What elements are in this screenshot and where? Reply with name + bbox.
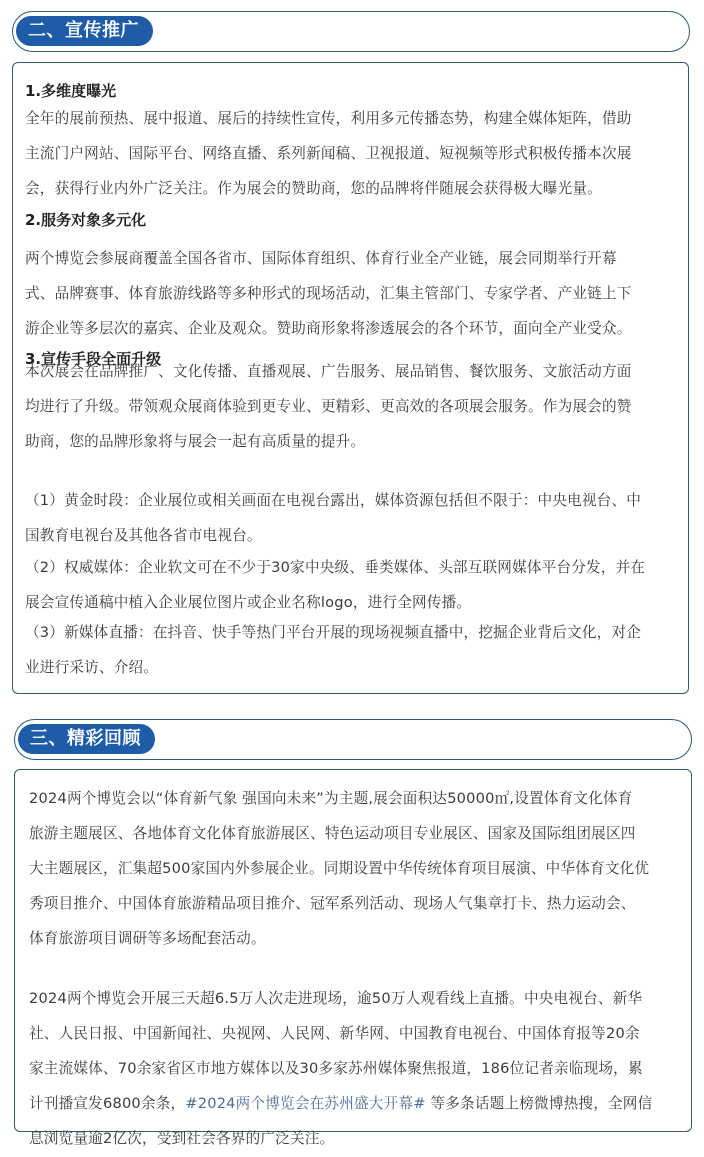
promotion-content-box xyxy=(12,62,689,694)
text-line: 全年的展前预热、展中报道、展后的持续性宣传，利用多元传播态势，构建全媒体矩阵，借助 xyxy=(25,110,632,127)
section-header-promotion xyxy=(12,11,690,52)
section-header-review xyxy=(14,719,692,760)
text-segment: 等多条话题上榜微博热搜，全网信 xyxy=(425,1095,653,1112)
text-line: 2024两个博览会以“体育新气象 强国向未来”为主题,展会面积达50000㎡,设置体育文化体育 xyxy=(29,790,633,807)
text-line-with-hashtag xyxy=(29,1086,683,1121)
text-line: 主流门户网站、国际平台、网络直播、系列新闻稿、卫视报道、短视频等形式积极传播本次展 xyxy=(25,145,632,162)
text-line: 社、人民日报、中国新闻社、央视网、人民网、新华网、中国教育电视台、中国体育报等20余 xyxy=(29,1025,640,1042)
text-line: 体育旅游项目调研等多场配套活动。 xyxy=(29,930,266,947)
heading-multi-dimension-exposure: 1.多维度曝光 xyxy=(25,82,117,100)
review-content-box xyxy=(14,769,692,1147)
text-segment: 计刊播宣发6800余条， xyxy=(29,1095,186,1112)
text-line: 本次展会在品牌推广、文化传播、直播观展、广告服务、展品销售、餐饮服务、文旅活动方面 xyxy=(25,363,632,380)
hashtag-link[interactable]: #2024两个博览会在苏州盛大开幕# xyxy=(185,1095,426,1112)
section-title-promotion: 二、宣传推广 xyxy=(16,16,153,46)
text-line: （3）新媒体直播：在抖音、快手等热门平台开展的现场视频直播中，挖掘企业背后文化，对企 xyxy=(25,624,642,641)
heading-diverse-audience: 2.服务对象多元化 xyxy=(25,211,147,229)
heading-promotion-upgrade: 3.宣传手段全面升级 xyxy=(25,350,162,368)
text-line: 业进行采访、介绍。 xyxy=(25,659,159,676)
section-title-review: 三、精彩回顾 xyxy=(18,724,155,754)
text-line: （1）黄金时段：企业展位或相关画面在电视台露出，媒体资源包括但不限于：中央电视台、中 xyxy=(25,492,642,509)
text-line: 国教育电视台及其他各省市电视台。 xyxy=(25,527,262,544)
text-line: 助商，您的品牌形象将与展会一起有高质量的提升。 xyxy=(25,433,366,450)
text-line: 均进行了升级。带领观众展商体验到更专业、更精彩、更高效的各项展会服务。作为展会的赞 xyxy=(25,398,632,415)
text-line: 两个博览会参展商覆盖全国各省市、国际体育组织、体育行业全产业链，展会同期举行开幕 xyxy=(25,250,617,267)
text-line: 式、品牌赛事、体育旅游线路等多种形式的现场活动，汇集主管部门、专家学者、产业链上下 xyxy=(25,285,632,302)
text-line: 家主流媒体、70余家省区市地方媒体以及30多家苏州媒体聚焦报道，186位记者亲临现场，累 xyxy=(29,1060,643,1077)
text-line: 2024两个博览会开展三天超6.5万人次走进现场，逾50万人观看线上直播。中央电视台、新华 xyxy=(29,990,643,1007)
text-line: 游企业等多层次的嘉宾、企业及观众。赞助商形象将渗透展会的各个环节，面向全产业受众。 xyxy=(25,320,632,337)
text-line: 秀项目推介、中国体育旅游精品项目推介、冠军系列活动、现场人气集章打卡、热力运动会、 xyxy=(29,895,636,912)
text-line: 会，获得行业内外广泛关注。作为展会的赞助商，您的品牌将伴随展会获得极大曝光量。 xyxy=(25,180,602,197)
text-line: 展会宣传通稿中植入企业展位图片或企业名称logo，进行全网传播。 xyxy=(25,594,472,611)
text-line: 旅游主题展区、各地体育文化体育旅游展区、特色运动项目专业展区、国家及国际组团展区四 xyxy=(29,825,636,842)
text-line: 大主题展区，汇集超500家国内外参展企业。同期设置中华传统体育项目展演、中华体育文化优 xyxy=(29,860,650,877)
text-line: （2）权威媒体：企业软文可在不少于30家中央级、垂类媒体、头部互联网媒体平台分发，并在 xyxy=(25,559,646,576)
text-line: 息浏览量逾2亿次，受到社会各界的广泛关注。 xyxy=(29,1130,335,1147)
